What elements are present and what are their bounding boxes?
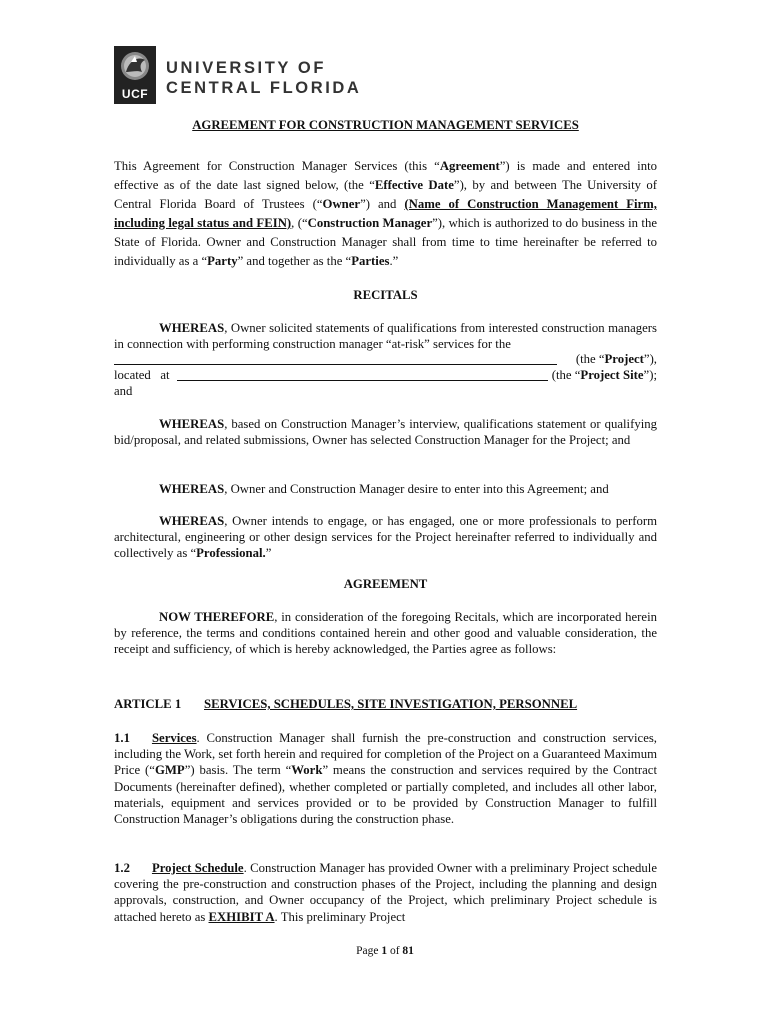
intro-paragraph: This Agreement for Construction Manager Services (this “Agreement”) is made and entered into effective as of the date last signed below, (the “Effective Date”), by and between The University of Central Florida Board of Trustees (“Owner”) and (Name of Construction Management Firm, including legal status and FEIN), (“Construction Manager”), which is authorized to do business in the State of Florida. Owner and Construction Manager shall from time to time hereinafter be referred to individually as a “Party” and together as the “Parties.” [114,159,658,268]
document-title: AGREEMENT FOR CONSTRUCTION MANAGEMENT SERVICES [192,118,579,132]
project-site-line: located at (the “Project Site”); [114,368,657,382]
project-name-field[interactable] [114,352,557,365]
logo-university-text: UNIVERSITY OF [166,59,327,77]
exhibit-a-reference: EXHIBIT A [208,909,275,924]
recital-4-paragraph: WHEREAS, Owner intends to engage, or has engaged, one or more professionals to perform architectural, engineering or other design services for the Project hereinafter referred to individually and collectively as “Professional.” [114,514,657,561]
logo-abbreviation: UCF [121,87,149,101]
ucf-logo [114,46,362,104]
page-total: 81 [402,945,414,957]
project-name-line: (the “Project”), [114,352,657,368]
article-1-number: ARTICLE 1 [114,697,182,711]
recitals-heading: RECITALS [353,288,418,302]
page-number: 1 [381,945,388,957]
now-therefore-paragraph: NOW THEREFORE, in consideration of the foregoing Recitals, which are incorporated herein by reference, the terms and conditions contained herein and other good and valuable consideration, the receipt and sufficiency, of which is hereby acknowledged, the Parties agree as follows: [114,610,657,657]
page-footer: Page 1 of 81 [356,945,414,957]
recital-2-paragraph: WHEREAS, based on Construction Manager’s interview, qualifications statement or qualifying bid/proposal, and related submissions, Owner has selected Construction Manager for the Project; and [114,417,657,448]
recital-1-paragraph: WHEREAS, Owner solicited statements of qualifications from interested construction managers in connection with performing construction manager “at-risk” services for the [114,321,657,352]
section-1-1-title: Services [151,731,197,745]
recital-3-paragraph: WHEREAS, Owner and Construction Manager desire to enter into this Agreement; and [159,482,609,496]
agreement-heading: AGREEMENT [343,577,428,591]
firm-name-placeholder: (Name of Construction Management Firm, including legal status and FEIN) [114,197,657,230]
pegasus-emblem-icon [114,46,156,104]
section-1-2-paragraph: 1.2 Project Schedule. Construction Manager has provided Owner with a preliminary Project schedule covering the pre-construction and construction phases of the Project, including the planning and design approvals, construction, and Owner occupancy of the Project, which preliminary Project schedule is attached hereto as EXHIBIT A. This preliminary Project [114,861,657,924]
section-1-2-title: Project Schedule [151,861,244,875]
section-1-1-paragraph: 1.1 Services. Construction Manager shall furnish the pre-construction and construction services, including the Work, set forth herein and required for completion of the Project on a Guaranteed Maximum Price (“GMP”) basis. The term “Work” means the construction and services required by the Contract Documents (hereinafter defined), whether completed or partially completed, and includes all other labor, materials, equipment and services provided or to be provided by Construction Manager to fulfill Construction Manager’s obligations during the construction phase. [114,731,657,827]
recital-1-and: and [114,384,133,398]
article-1-heading [114,697,578,712]
article-1-title: SERVICES, SCHEDULES, SITE INVESTIGATION, PERSONNEL [204,697,578,711]
logo-central-florida-text: CENTRAL FLORIDA [166,79,362,97]
project-site-field[interactable] [177,368,548,381]
